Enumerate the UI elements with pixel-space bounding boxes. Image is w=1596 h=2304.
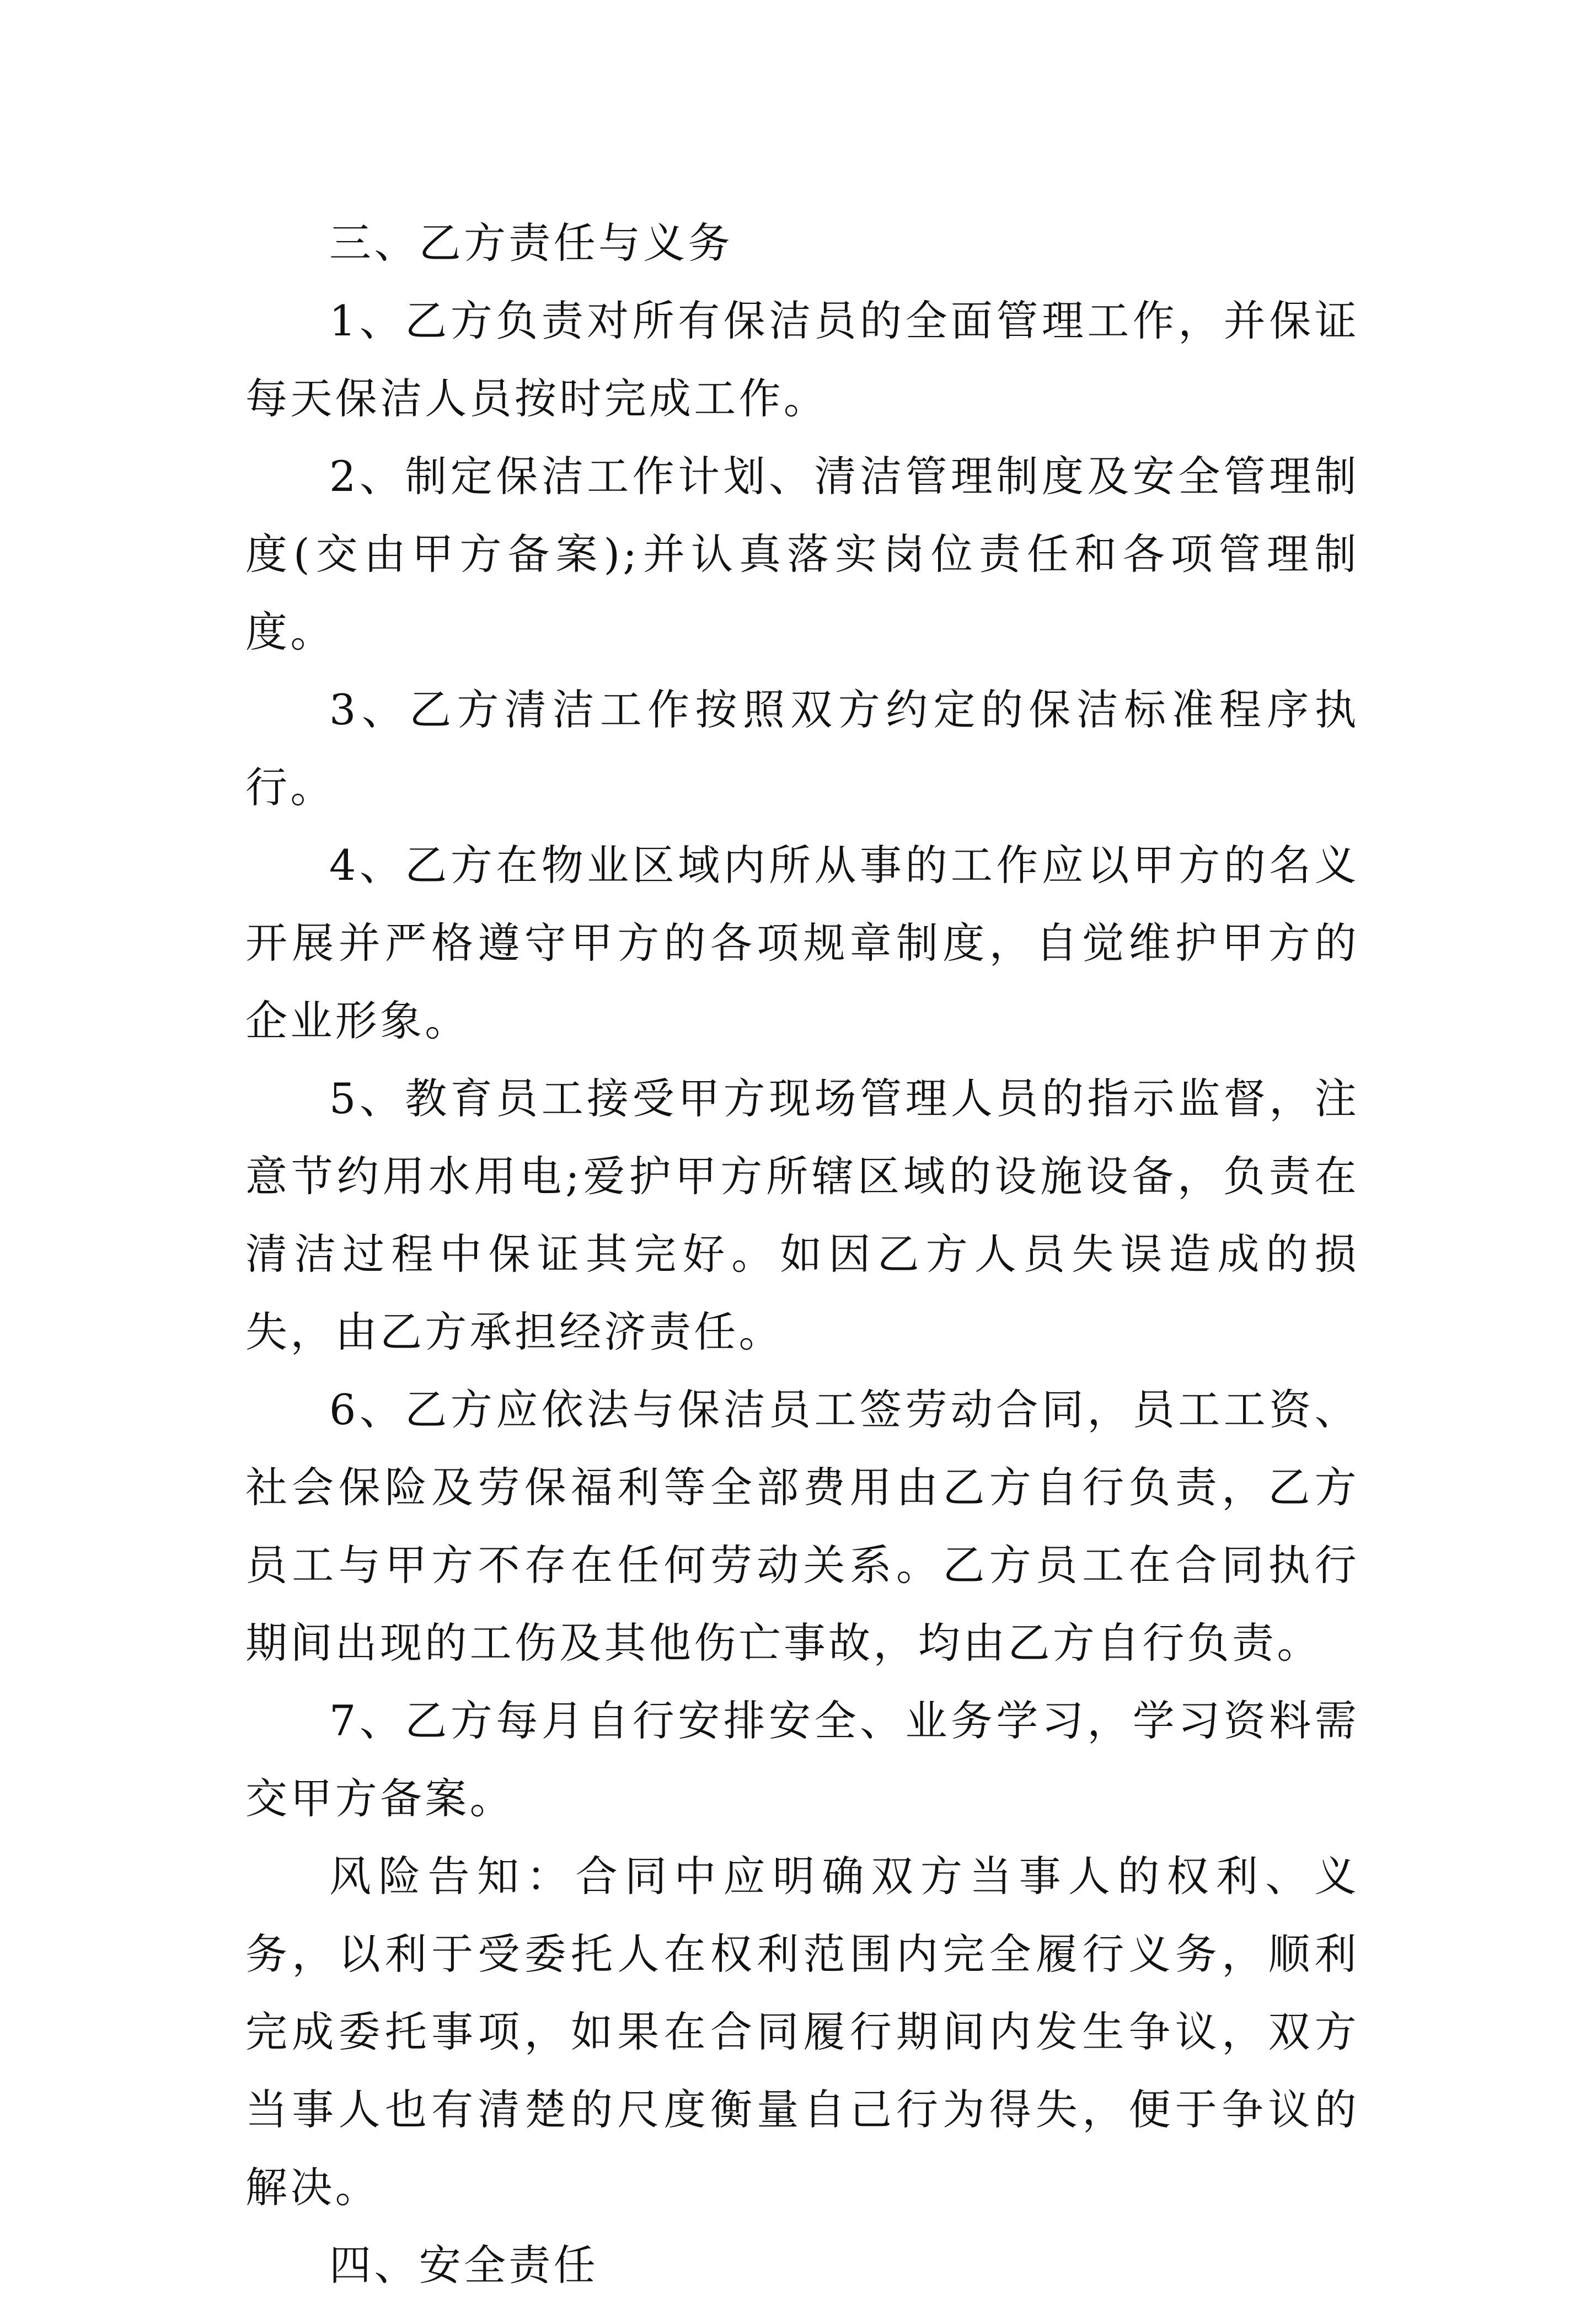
clause-1: 1、乙方负责对所有保洁员的全面管理工作，并保证每天保洁人员按时完成工作。 [245,296,1359,423]
risk-notice: 风险告知：合同中应明确双方当事人的权利、义务，以利于受委托人在权利范围内完全履行义务，顺利完成委托事项，如果在合同履行期间内发生争议，双方当事人也有清楚的尺度衡量自己行为得失，便于争议的解决。 [245,1852,1359,2212]
section-heading-party-b-duties: 三、乙方责任与义务 [329,218,733,268]
clause-2: 2、制定保洁工作计划、清洁管理制度及安全管理制度(交由甲方备案);并认真落实岗位责任和各项管理制度。 [245,452,1359,656]
clause-4: 4、乙方在物业区域内所从事的工作应以甲方的名义开展并严格遵守甲方的各项规章制度，自觉维护甲方的企业形象。 [245,841,1359,1045]
document-body [245,204,1359,2304]
clause-5: 5、教育员工接受甲方现场管理人员的指示监督，注意节约用水用电;爱护甲方所辖区域的设施设备，负责在清洁过程中保证其完好。如因乙方人员失误造成的损失，由乙方承担经济责任。 [245,1074,1359,1356]
clause-6: 6、乙方应依法与保洁员工签劳动合同，员工工资、社会保险及劳保福利等全部费用由乙方自行负责，乙方员工与甲方不存在任何劳动关系。乙方员工在合同执行期间出现的工伤及其他伤亡事故，均由乙方自行负责。 [245,1385,1359,1667]
clause-7: 7、乙方每月自行安排安全、业务学习，学习资料需交甲方备案。 [245,1696,1359,1823]
section-heading-safety: 四、安全责任 [329,2241,598,2290]
clause-3: 3、乙方清洁工作按照双方约定的保洁标准程序执行。 [245,685,1359,812]
